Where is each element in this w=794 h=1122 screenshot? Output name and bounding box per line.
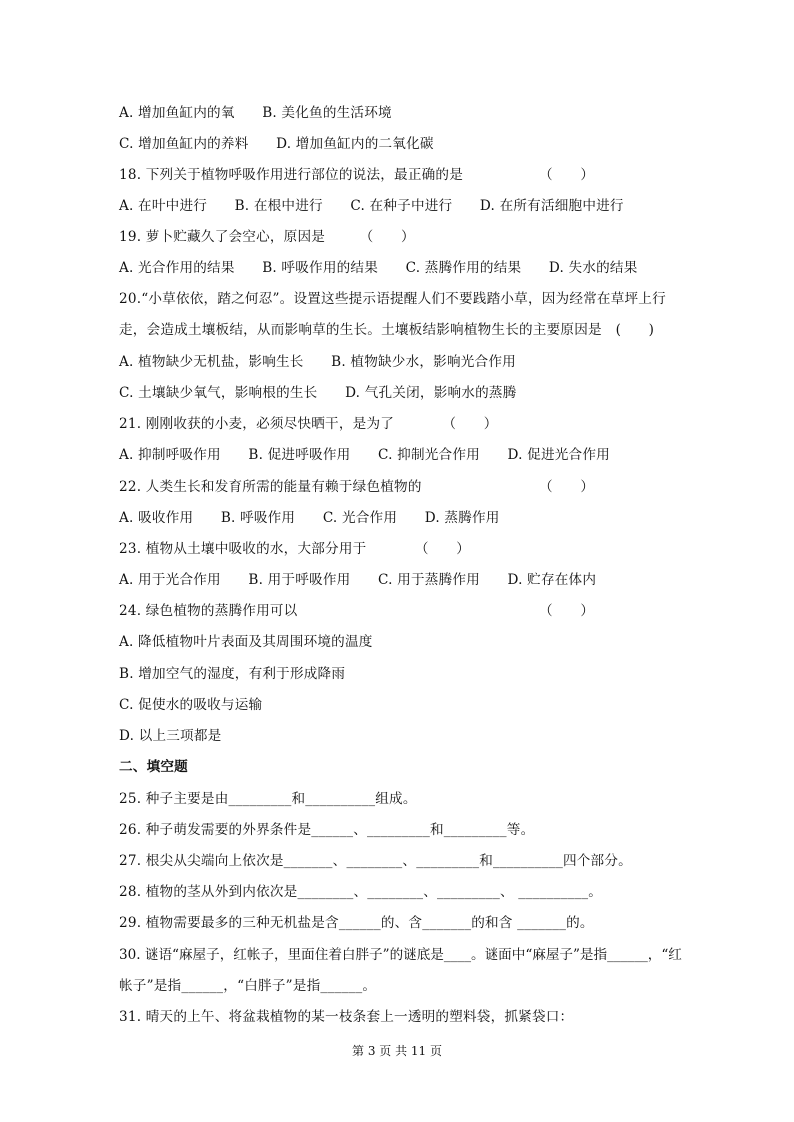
q24-option-a: A. 降低植物叶片表面及其周围环境的温度 bbox=[119, 634, 373, 650]
question-21: 21. 刚刚收获的小麦，必须尽快晒干，是为了 （ ） bbox=[119, 416, 498, 432]
question-20-line-2: 走，会造成土壤板结，从而影响草的生长。土壤板结影响植物生长的主要原因是 ( ) bbox=[119, 322, 655, 338]
q18-options: A. 在叶中进行 B. 在根中进行 C. 在种子中进行 D. 在所有活细胞中进行 bbox=[119, 198, 624, 214]
q22-options: A. 吸收作用 B. 呼吸作用 C. 光合作用 D. 蒸腾作用 bbox=[119, 510, 500, 526]
question-31: 31. 晴天的上午、将盆栽植物的某一枝条套上一透明的塑料袋，抓紧袋口： bbox=[119, 1009, 574, 1025]
question-25: 25. 种子主要是由_________和__________组成。 bbox=[119, 791, 417, 807]
page-footer: 第 3 页 共 11 页 bbox=[352, 1044, 442, 1058]
q24-option-d: D. 以上三项都是 bbox=[119, 728, 222, 744]
q24-option-c: C. 促使水的吸收与运输 bbox=[119, 697, 263, 713]
question-23: 23. 植物从土壤中吸收的水，大部分用于 （ ） bbox=[119, 541, 470, 557]
q17-options-cd: C. 增加鱼缸内的养料 D. 增加鱼缸内的二氧化碳 bbox=[119, 136, 434, 152]
q19-options: A. 光合作用的结果 B. 呼吸作用的结果 C. 蒸腾作用的结果 D. 失水的结果 bbox=[119, 260, 638, 276]
question-18: 18. 下列关于植物呼吸作用进行部位的说法，最正确的是 （ ） bbox=[119, 167, 595, 183]
q20-options-cd: C. 土壤缺少氧气，影响根的生长 D. 气孔关闭，影响水的蒸腾 bbox=[119, 385, 517, 401]
question-20-line-1: 20.“小草依依，踏之何忍”。设置这些提示语提醒人们不要践踏小草，因为经常在草坪上行 bbox=[119, 291, 666, 307]
question-30-line-2: 帐子”是指______，“白胖子”是指______。 bbox=[119, 978, 377, 994]
question-29: 29. 植物需要最多的三种无机盐是含______的、含_______的和含 _______的。 bbox=[119, 915, 594, 931]
q24-option-b: B. 增加空气的湿度，有利于形成降雨 bbox=[119, 666, 346, 682]
question-27: 27. 根尖从尖端向上依次是_______、________、_________和__________四个部分。 bbox=[119, 853, 632, 869]
q21-options: A. 抑制呼吸作用 B. 促进呼吸作用 C. 抑制光合作用 D. 促进光合作用 bbox=[119, 447, 610, 463]
question-24: 24. 绿色植物的蒸腾作用可以 （ ） bbox=[119, 603, 595, 619]
question-26: 26. 种子萌发需要的外界条件是______、_________和_________等。 bbox=[119, 822, 535, 838]
question-30-line-1: 30. 谜语“麻屋子，红帐子，里面住着白胖子”的谜底是____。谜面中“麻屋子”是指______，“红 bbox=[119, 947, 682, 963]
q23-options: A. 用于光合作用 B. 用于呼吸作用 C. 用于蒸腾作用 D. 贮存在体内 bbox=[119, 572, 597, 588]
question-28: 28. 植物的茎从外到内依次是________、________、_________、 __________。 bbox=[119, 884, 603, 900]
question-19: 19. 萝卜贮藏久了会空心，原因是 （ ） bbox=[119, 229, 415, 245]
question-22: 22. 人类生长和发育所需的能量有赖于绿色植物的 （ ） bbox=[119, 479, 595, 495]
q20-options-ab: A. 植物缺少无机盐，影响生长 B. 植物缺少水，影响光合作用 bbox=[119, 354, 516, 370]
section-heading-fill-blanks: 二、填空题 bbox=[119, 759, 188, 775]
q17-options-ab: A. 增加鱼缸内的氧 B. 美化鱼的生活环境 bbox=[119, 105, 392, 121]
